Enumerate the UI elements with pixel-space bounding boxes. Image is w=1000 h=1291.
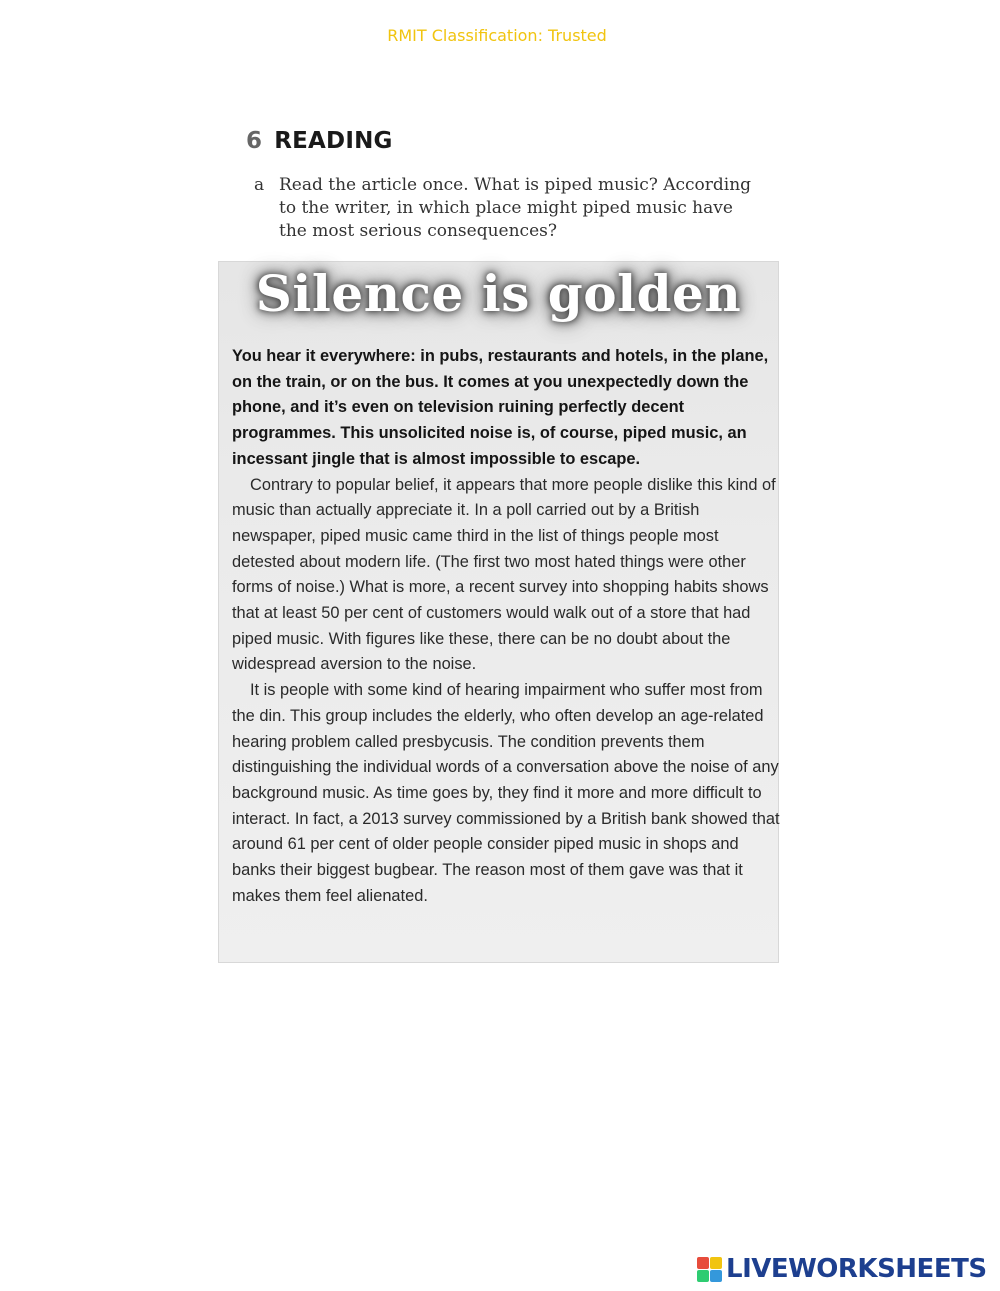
brand-name: LIVEWORKSHEETS — [726, 1254, 987, 1284]
logo-tile-1 — [697, 1257, 709, 1269]
article-body — [232, 344, 780, 909]
task-question: Read the article once. What is piped music? According to the writer, in which place might piped music have the most serious consequences? — [279, 175, 752, 241]
liveworksheets-brand[interactable] — [697, 1252, 987, 1286]
task-letter: a — [254, 175, 265, 195]
article-title: Silence is golden — [255, 264, 742, 323]
task-question-block — [254, 174, 754, 243]
article-panel — [218, 261, 779, 963]
section-heading — [246, 128, 393, 154]
classification-label: RMIT Classification: Trusted — [387, 26, 607, 45]
liveworksheets-logo-icon — [697, 1257, 722, 1282]
article-paragraph-2: It is people with some kind of hearing impairment who suffer most from the din. This group includes the elderly, who often develop an age-related hearing problem called presbycusis. The condition prevents them distinguishing the individual words of a conversation above the noise of any background music. As time goes by, they find it more and more difficult to interact. In fact, a 2013 survey commissioned by a British bank showed that around 61 per cent of older people consider piped music in shops and banks their biggest bugbear. The reason most of them gave was that it makes them feel alienated. — [232, 681, 780, 905]
logo-tile-4 — [710, 1270, 722, 1282]
logo-tile-2 — [710, 1257, 722, 1269]
logo-tile-3 — [697, 1270, 709, 1282]
section-title: READING — [274, 128, 393, 154]
article-paragraph-1: Contrary to popular belief, it appears that more people dislike this kind of music than actually appreciate it. In a poll carried out by a British newspaper, piped music came third in the list of things people most detested about modern life. (The first two most hated things were other forms of noise.) What is more, a recent survey into shopping habits shows that at least 50 per cent of customers would walk out of a store that had piped music. With figures like these, there can be no doubt about the widespread aversion to the noise. — [232, 475, 776, 674]
section-number: 6 — [246, 128, 263, 154]
article-lead-paragraph: You hear it everywhere: in pubs, restaurants and hotels, in the plane, on the train, or on the bus. It comes at you unexpectedly down the phone, and it’s even on television ruining perfectly decent programmes. This unsolicited noise is, of course, piped music, an incessant jingle that is almost impossible to escape. — [232, 347, 769, 468]
